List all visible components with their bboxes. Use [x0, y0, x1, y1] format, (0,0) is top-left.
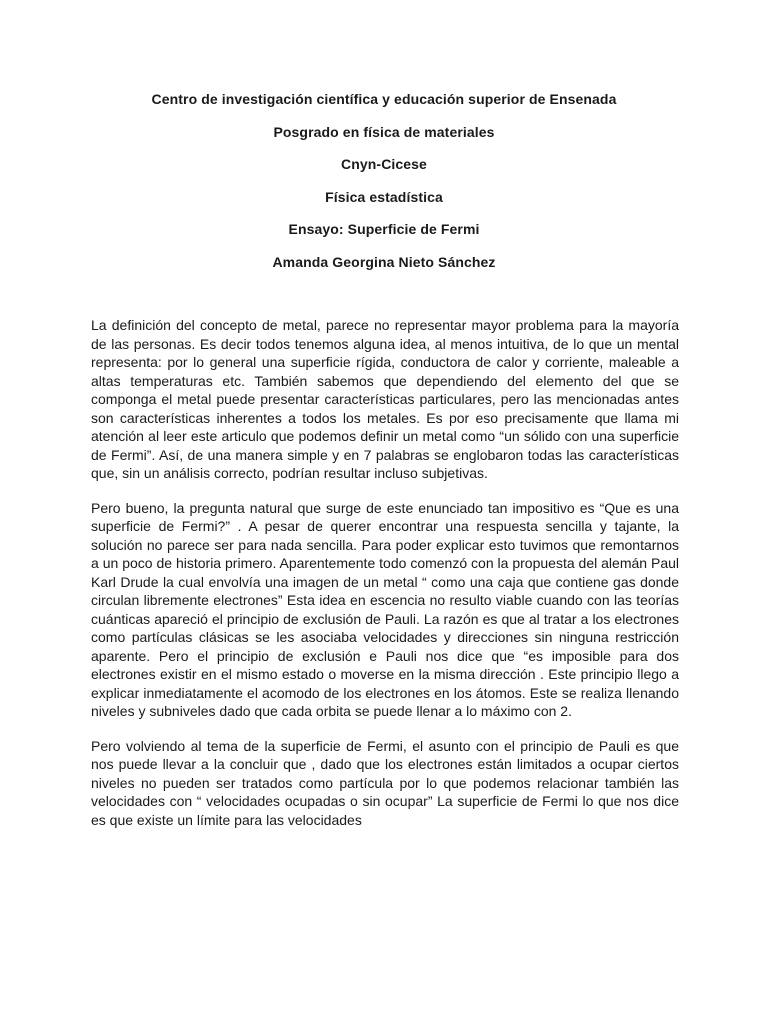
essay-title: Ensayo: Superficie de Fermi	[288, 221, 480, 237]
essay-body	[91, 316, 679, 845]
acronym-heading: Cnyn-Cicese	[341, 156, 427, 172]
author-name: Amanda Georgina Nieto Sánchez	[272, 253, 496, 270]
paragraph-2: Pero bueno, la pregunta natural que surge de este enunciado tan impositivo es “Que es una superficie de Fermi?” . A pesar de querer encontrar una respuesta sencilla y tajante, la solución no parece ser para nada sencilla. Para poder explicar esto tuvimos que remontarnos a un poco de historia primero. Aparentemente todo comenzó con la propuesta del alemán Paul Karl Drude la cual envolvía una imagen de un metal “ como una caja que contiene gas donde circulan libremente electrones” Esta idea en escencia no resulto viable cuando con las teorías cuánticas apareció el principio de exclusión de Pauli. La razón es que al tratar a los electrones como partículas clásicas se les asociaba velocidades y direcciones sin ninguna restricción aparente. Pero el principio de exclusión e Pauli nos dice que “es imposible para dos electrones existir en el mismo estado o moverse en la misma dirección . Este principio llego a explicar inmediatamente el acomodo de los electrones en los átomos. Este se realiza llenando niveles y subniveles dado que cada orbita se puede llenar a lo máximo con 2.	[91, 499, 679, 719]
title-block	[0, 91, 768, 286]
program-heading: Posgrado en física de materiales	[273, 123, 495, 140]
course-heading: Física estadística	[325, 188, 443, 205]
paragraph-1: La definición del concepto de metal, parece no representar mayor problema para la mayoría de las personas. Es decir todos tenemos alguna idea, al menos intuitiva, de lo que un mental representa: por lo general una superficie rígida, conductora de calor y corriente, maleable a altas temperaturas etc. También sabemos que dependiendo del elemento del que se componga el metal puede presentar características particulares, pero las mencionadas antes son características inherentes a todos los metales. Es por eso precisamente que llama mi atención al leer este articulo que podemos definir un metal como “un sólido con una superficie de Fermi”. Así, de una manera simple y en 7 palabras se englobaron todas las características que, sin un análisis correcto, podrían resultar incluso subjetivas.	[91, 317, 679, 481]
paragraph-3: Pero volviendo al tema de la superficie de Fermi, el asunto con el principio de Pauli es que nos puede llevar a la concluir que , dado que los electrones están limitados a ocupar ciertos niveles no pueden ser tratados como partícula por lo que podemos relacionar también las velocidades con “ velocidades ocupadas o sin ocupar” La superficie de Fermi lo que nos dice es que existe un límite para las velocidades	[91, 737, 679, 828]
institution-heading: Centro de investigación científica y educación superior de Ensenada	[151, 91, 617, 107]
